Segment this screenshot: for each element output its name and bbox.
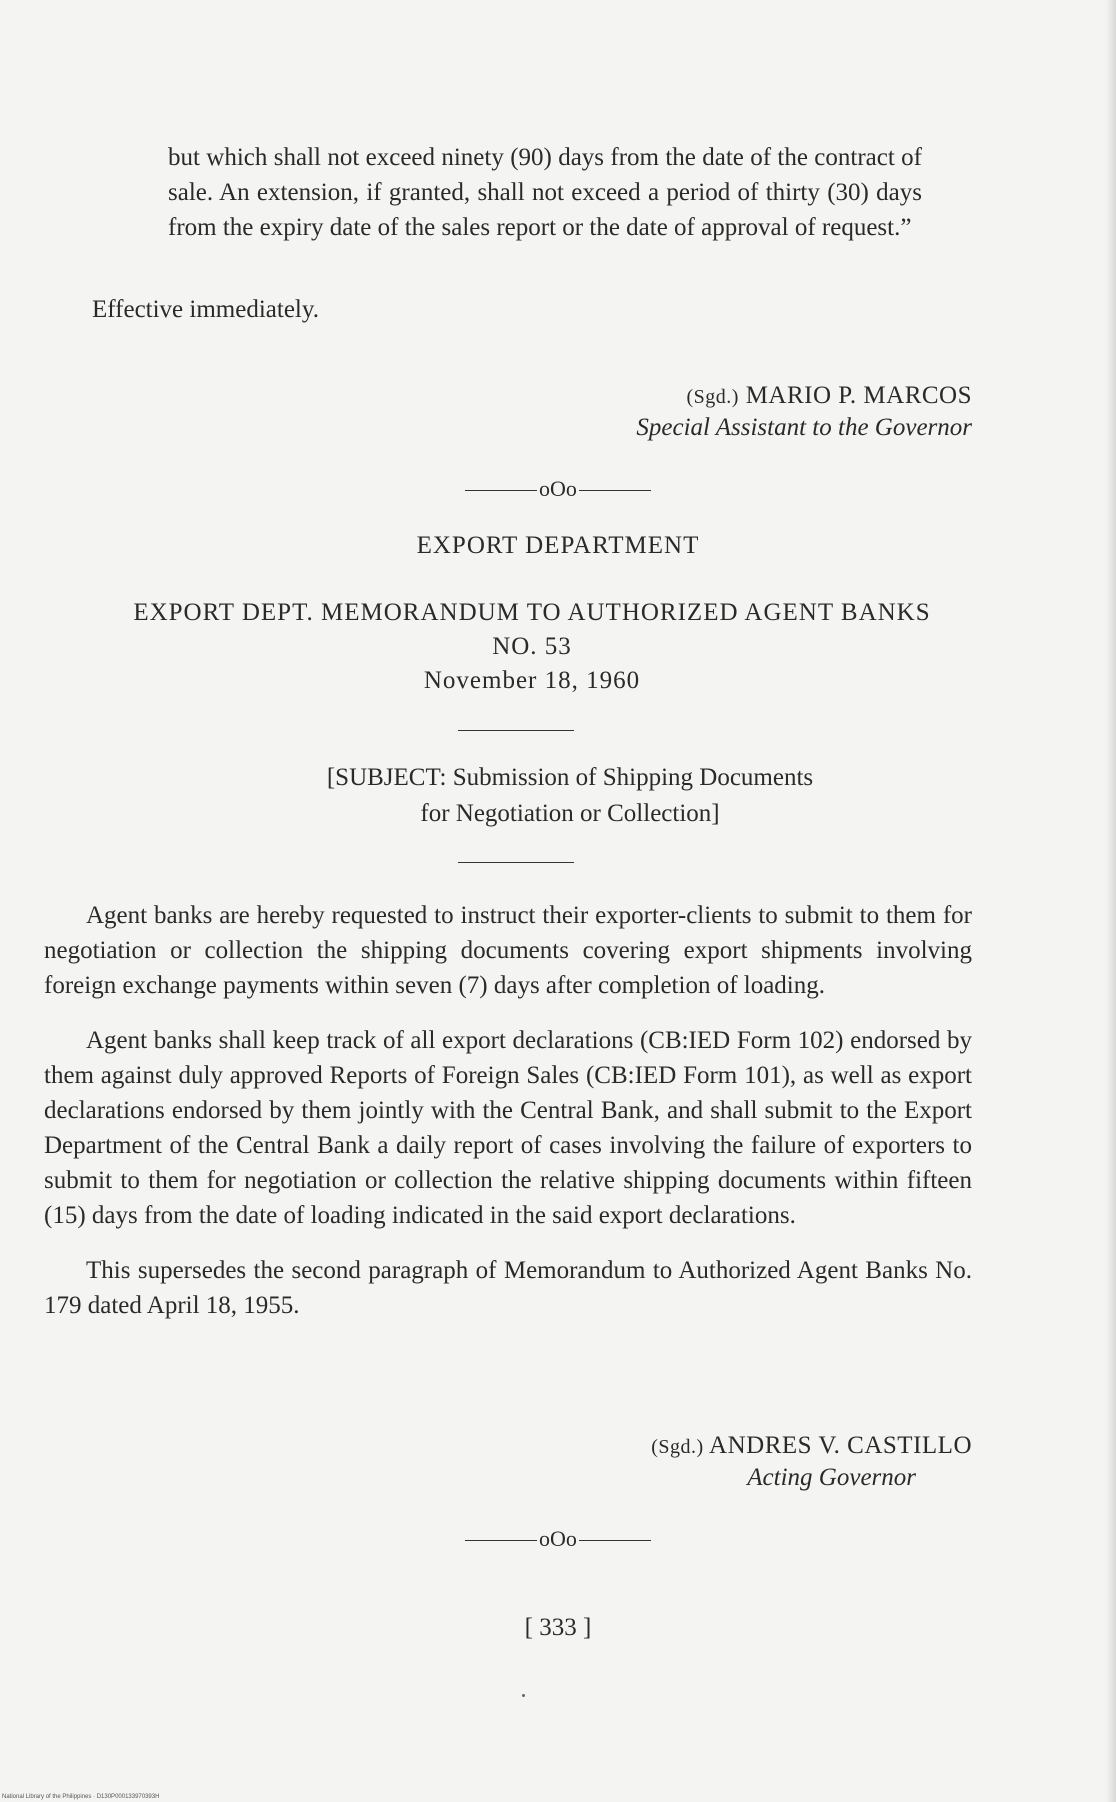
separator-2-left-dash [465, 1540, 537, 1541]
signature-1-name: MARIO P. MARCOS [745, 382, 972, 409]
scan-footer-tag: National Library of the Philippines · D130P000133970393H [2, 1794, 160, 1800]
department-heading: EXPORT DEPARTMENT [416, 532, 700, 559]
page-number: [ 333 ] [524, 1614, 592, 1641]
memo-heading [92, 596, 972, 698]
body-paragraph-1: Agent banks are hereby requested to instruct their exporter-clients to submit to them for negotiation or collection the shipping documents covering export shipments involving foreign exchange payments within seven (7) days after completion of loading. [44, 902, 972, 999]
memo-title: EXPORT DEPT. MEMORANDUM TO AUTHORIZED AGENT BANKS [133, 599, 931, 626]
memo-number: NO. 53 [492, 633, 572, 660]
speck-mark [522, 1694, 525, 1697]
continued-paragraph: but which shall not exceed ninety (90) days from the date of the contract of sale. An extension, if granted, shall not exceed a period of thirty (30) days from the expiry date of the sales report or the date of approval of request.” [168, 144, 922, 241]
separator-2-text: oOo [539, 1526, 577, 1551]
signature-block-2 [560, 1432, 972, 1492]
subject-line-1: [SUBJECT: Submission of Shipping Documents [326, 764, 814, 791]
memo-date: November 18, 1960 [423, 667, 641, 694]
signature-1-sgd: (Sgd.) [686, 386, 739, 408]
signature-2-sgd: (Sgd.) [651, 1436, 704, 1458]
separator-2 [0, 1526, 1116, 1552]
subject-block [160, 760, 980, 832]
signature-1-title: Special Assistant to the Governor [636, 414, 972, 441]
separator-1-left-dash [465, 490, 537, 491]
signature-1-name-line [580, 382, 972, 410]
signature-2-name: ANDRES V. CASTILLO [709, 1432, 972, 1459]
body-paragraph-2: Agent banks shall keep track of all export declarations (CB:IED Form 102) endorsed by them against duly approved Reports of Foreign Sales (CB:IED Form 101), as well as export declarations endorsed by them jointly with the Central Bank, and shall submit to the Export Department of the Central Bank a daily report of cases involving the failure of exporters to submit to them for negotiation or collection the relative shipping documents within fifteen (15) days from the date of loading indicated in the said export declarations. [44, 1027, 972, 1229]
memo-body [44, 898, 972, 1323]
separator-1 [0, 476, 1116, 502]
signature-2-name-line [560, 1432, 972, 1460]
separator-1-right-dash [579, 490, 651, 491]
signature-block-1 [580, 382, 972, 442]
rule-1 [458, 730, 574, 731]
signature-2-title: Acting Governor [747, 1464, 916, 1491]
separator-1-text: oOo [539, 476, 577, 501]
effective-note: Effective immediately. [92, 296, 319, 323]
rule-2 [458, 862, 574, 863]
subject-line-2: for Negotiation or Collection] [420, 800, 720, 827]
continued-paragraph-block [168, 140, 922, 245]
separator-2-right-dash [579, 1540, 651, 1541]
body-paragraph-3: This supersedes the second paragraph of Memorandum to Authorized Agent Banks No. 179 dated April 18, 1955. [44, 1257, 972, 1319]
